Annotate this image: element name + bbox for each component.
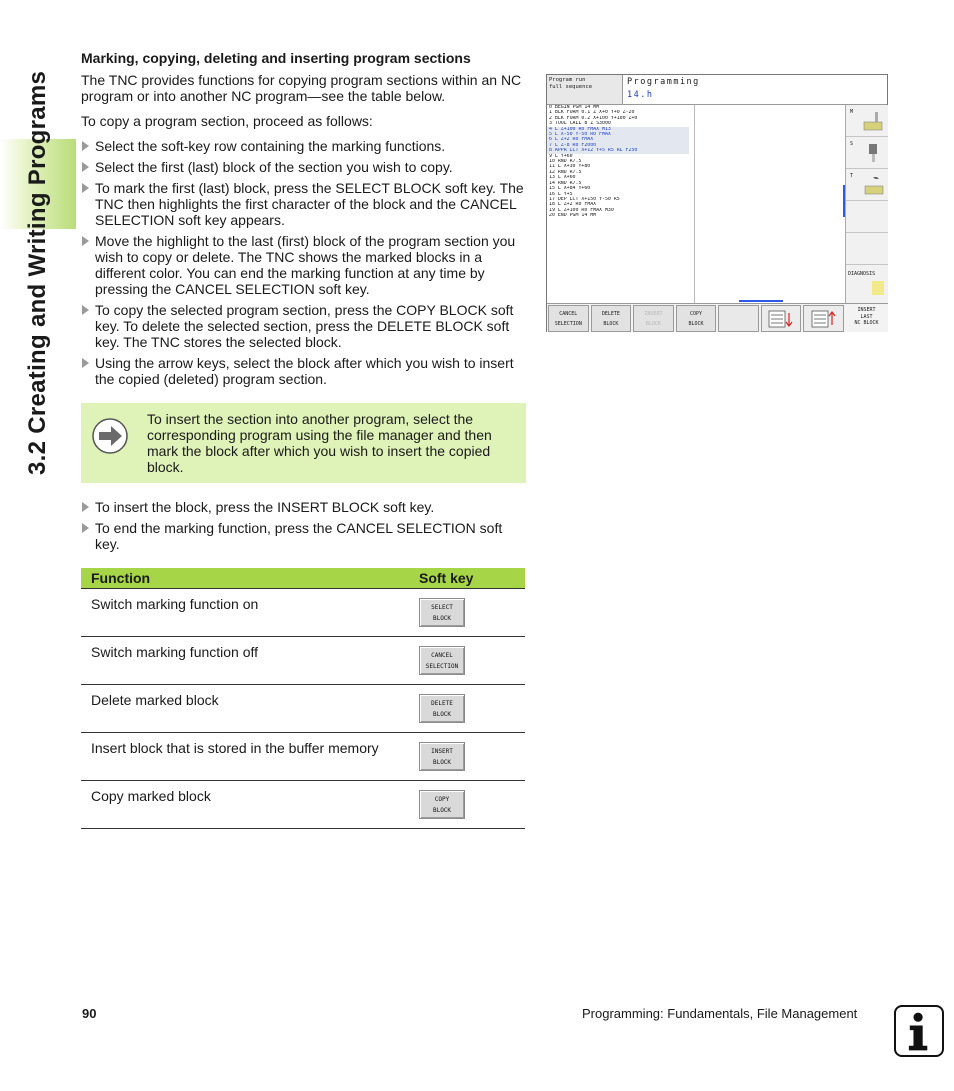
procedure-intro: To copy a program section, proceed as follows: [81, 113, 373, 129]
note-text: To insert the section into another program, select the corresponding program using the file manager and then mark the block after which you wish to insert the copied block. [147, 411, 492, 475]
table-row [81, 637, 525, 685]
softkey-t[interactable]: T [846, 169, 888, 201]
program-line[interactable]: 10 RND R7.5 [549, 159, 582, 165]
function-cell: Copy marked block [91, 788, 211, 804]
header-function: Function [91, 570, 151, 586]
tnc-screenshot [546, 74, 888, 332]
step-text: To mark the first (last) block, press the SELECT BLOCK soft key. The TNC then highlights the first character of the block and the CANCEL SELECTION soft key appears. [95, 180, 524, 228]
main-column [81, 50, 526, 829]
softkey-image: SELECT BLOCK [419, 598, 465, 627]
program-line[interactable]: 7 L Z-8 R0 F2000 [547, 143, 689, 148]
section-heading: Marking, copying, deleting and inserting program sections [81, 50, 471, 66]
softkey-empty-2[interactable] [846, 233, 888, 265]
softkey-image: COPY BLOCK [419, 790, 465, 819]
bullet-triangle-icon [82, 183, 89, 193]
function-cell: Insert block that is stored in the buffer memory [91, 740, 379, 756]
step-item [81, 180, 526, 228]
softkey-s[interactable]: S [846, 137, 888, 169]
softkey-image: CANCEL SELECTION [419, 646, 465, 675]
softkey-image: DELETE BLOCK [419, 694, 465, 723]
program-line[interactable]: 4 L Z+100 R0 FMAX M13 [547, 127, 689, 132]
mode-machine-panel [547, 75, 623, 105]
table-row [81, 589, 525, 637]
program-line[interactable]: 14 RND R7.5 [549, 180, 582, 186]
program-line[interactable]: 15 L X+84 Y+60 [549, 186, 591, 192]
step-text: To copy the selected program section, press the COPY BLOCK soft key. To delete the selected section, press the DELETE BLOCK soft key. The TNC stores the selected block. [95, 302, 514, 350]
step-text: To insert the block, press the INSERT BLOCK soft key. [95, 499, 435, 515]
chapter-side-tab [0, 55, 76, 475]
active-row-indicator [739, 300, 783, 302]
step-text: Select the soft-key row containing the marking functions. [95, 138, 446, 154]
softkey-image: INSERT BLOCK [419, 742, 465, 771]
mode-programming-panel [623, 75, 887, 105]
note-box [81, 403, 526, 483]
softkey-delete-block[interactable]: DELETE BLOCK [591, 305, 632, 332]
step-text: Move the highlight to the last (first) block of the program section you wish to copy or delete. The TNC shows the marked blocks in a different color. You can end the marking function at any time by pressing the CANCEL SELECTION soft key. [95, 233, 516, 297]
step-text: To end the marking function, press the CANCEL SELECTION soft key. [95, 520, 503, 552]
function-table [81, 568, 525, 829]
program-line[interactable]: 17 DEP LCT X+150 Y-50 R5 [549, 196, 620, 202]
step-text: Select the first (last) block of the section you wish to copy. [95, 159, 453, 175]
bullet-triangle-icon [82, 305, 89, 315]
softkey-empty-3[interactable] [718, 305, 759, 332]
softkey-insert-last-nc-block[interactable]: INSERT LAST NC BLOCK [845, 303, 888, 332]
tool-t-icon [861, 174, 885, 196]
table-row [81, 781, 525, 829]
softkey-cancel-selection[interactable]: CANCEL SELECTION [548, 305, 589, 332]
function-cell: Delete marked block [91, 692, 219, 708]
list-up-icon [810, 309, 838, 329]
program-line[interactable]: 8 APPR LCT X+12 Y+5 R5 RL F250 [547, 148, 689, 153]
program-line[interactable]: 9 L Y+60 [549, 153, 573, 159]
softkey-find-up[interactable] [803, 305, 844, 332]
file-name: 14.h [627, 90, 654, 100]
step-item [81, 159, 526, 175]
step-item [81, 355, 526, 387]
bullet-triangle-icon [82, 502, 89, 512]
step-item [81, 233, 526, 297]
function-cell: Switch marking function on [91, 596, 259, 612]
softkey-insert-block[interactable]: INSERT BLOCK [633, 305, 674, 332]
step-item [81, 138, 526, 154]
program-line[interactable]: 11 L X+30 Y+80 [549, 164, 591, 170]
program-line[interactable]: 6 L Z+2 R0 FMAX [547, 137, 689, 142]
step-item [81, 499, 526, 515]
program-line[interactable]: 0 BEGIN PGM 14 MM [549, 105, 600, 110]
info-icon [894, 1005, 944, 1057]
program-line[interactable]: 13 L X+60 [549, 175, 576, 181]
mode-title: Programming [627, 77, 700, 87]
program-line[interactable]: 3 TOOL CALL 8 Z S3000 [549, 121, 611, 127]
program-line[interactable]: 18 L Z+2 R0 FMAX [549, 202, 597, 208]
diagnosis-softkey[interactable]: DIAGNOSIS [845, 267, 888, 303]
softkey-row [547, 303, 845, 332]
softkey-find-down[interactable] [761, 305, 802, 332]
softkey-m[interactable]: M [846, 105, 888, 137]
spindle-m-icon [861, 110, 885, 132]
chapter-title: 3.2 Creating and Writing Programs [24, 70, 51, 475]
arrow-right-icon [91, 417, 129, 455]
step-item [81, 520, 526, 552]
program-line[interactable]: 16 L Y+5 [549, 191, 573, 197]
program-line[interactable]: 20 END PGM 14 MM [549, 213, 597, 219]
table-header [81, 568, 525, 589]
bullet-triangle-icon [82, 162, 89, 172]
mode-label-line2: full sequence [549, 84, 593, 90]
bullet-triangle-icon [82, 141, 89, 151]
program-line[interactable]: 2 BLK FORM 0.2 X+100 Y+100 Z+0 [549, 115, 638, 121]
header-softkey: Soft key [419, 570, 474, 586]
table-row [81, 685, 525, 733]
diagnosis-icon [872, 281, 884, 295]
list-down-icon [767, 309, 795, 329]
program-line[interactable]: 1 BLK FORM 0.1 Z X+0 Y+0 Z-20 [549, 110, 635, 116]
bullet-triangle-icon [82, 523, 89, 533]
intro-paragraph: The TNC provides functions for copying program sections within an NC program or into another NC program—see the table below. [81, 72, 522, 104]
running-footer: Programming: Fundamentals, File Management [582, 1006, 858, 1021]
mode-label-line1: Program run [549, 77, 586, 83]
program-line[interactable]: 12 RND R7.5 [549, 169, 582, 175]
program-line[interactable]: 19 L Z+100 R0 FMAX M30 [549, 207, 614, 213]
program-listing [547, 105, 695, 303]
function-cell: Switch marking function off [91, 644, 259, 660]
step-text: Using the arrow keys, select the block after which you wish to insert the copied (deleted) program section. [95, 355, 514, 387]
table-row [81, 733, 525, 781]
softkey-copy-block[interactable]: COPY BLOCK [676, 305, 717, 332]
bullet-triangle-icon [82, 236, 89, 246]
page-number: 90 [82, 1006, 97, 1021]
program-line[interactable]: 5 L X-50 Y-50 R0 FMAX [547, 132, 689, 137]
softkey-empty-1[interactable] [846, 201, 888, 233]
spindle-s-icon [861, 142, 885, 164]
step-item [81, 302, 526, 350]
bullet-triangle-icon [82, 358, 89, 368]
